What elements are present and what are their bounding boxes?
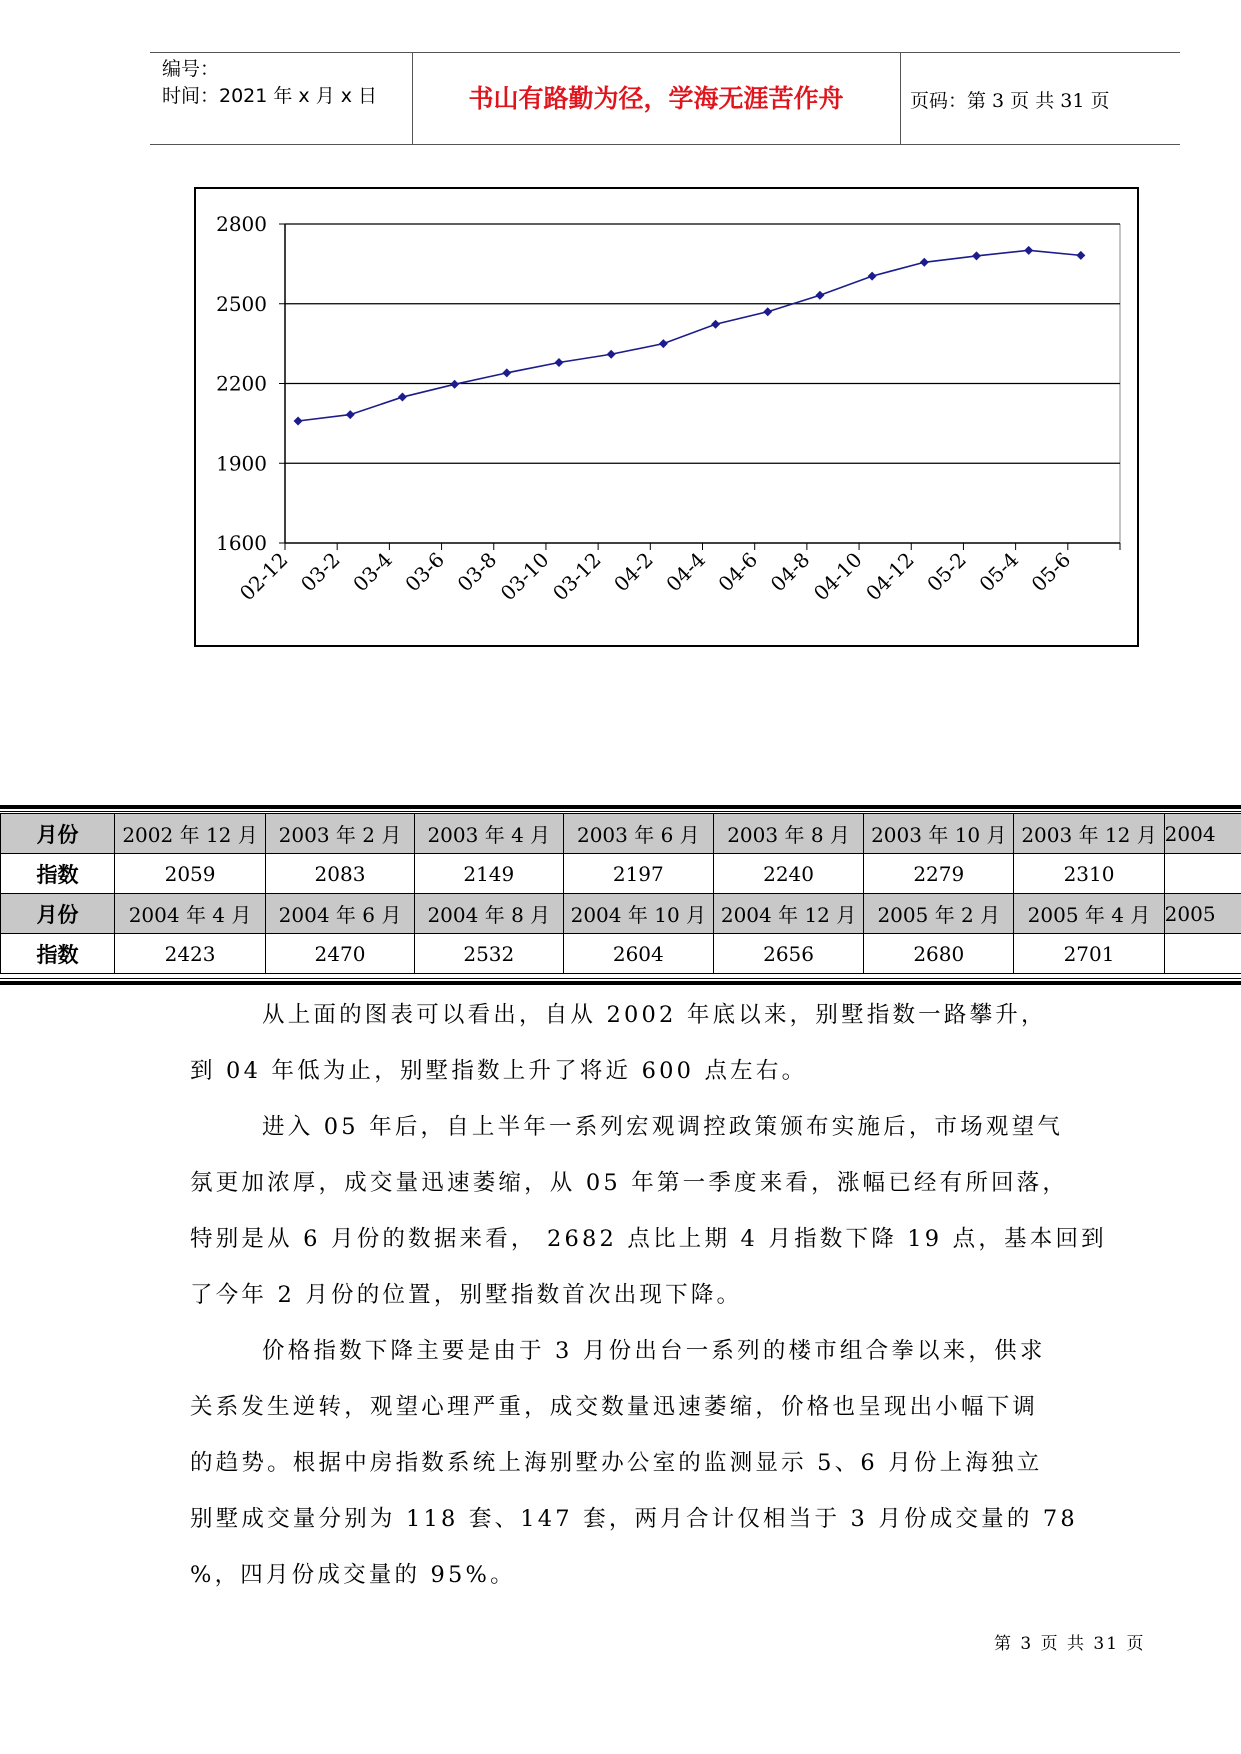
table-row-months <box>1 814 1241 854</box>
table-bottom-rule <box>0 981 1241 985</box>
index-cell: 2604 <box>563 934 713 974</box>
table-bottom-rule-thin <box>0 978 1241 979</box>
month-cell: 2004 年 8 月 <box>414 894 563 934</box>
index-table <box>0 813 1241 974</box>
index-cell: 2680 <box>864 934 1014 974</box>
row-header: 指数 <box>1 854 115 894</box>
paragraph-3 <box>190 1323 1170 1603</box>
row-header: 月份 <box>1 894 115 934</box>
x-tick-label: 05-6 <box>1026 547 1076 597</box>
document-number-label: 编号： <box>162 58 220 80</box>
index-cell: 2279 <box>864 854 1014 894</box>
data-point <box>398 393 407 402</box>
paragraph-line: 关系发生逆转，观望心理严重，成交数量迅速萎缩，价格也呈现出小幅下调 <box>190 1394 1039 1420</box>
index-cell: 2532 <box>414 934 563 974</box>
month-cell: 2005 <box>1164 894 1241 934</box>
x-tick-label: 04-10 <box>808 547 867 606</box>
data-point <box>659 339 668 348</box>
x-tick-label: 04-2 <box>609 547 658 597</box>
chart-y-axis <box>216 212 285 555</box>
index-cell: 2059 <box>114 854 265 894</box>
month-cell: 2004 年 4 月 <box>114 894 265 934</box>
y-tick-label: 2200 <box>216 371 267 396</box>
month-cell: 2003 年 4 月 <box>414 814 563 854</box>
paragraph-line: 氛更加浓厚，成交量迅速萎缩，从 05 年第一季度来看，涨幅已经有所回落， <box>190 1170 1069 1196</box>
table-row-months <box>1 894 1241 934</box>
table-row-index <box>1 854 1241 894</box>
index-cell: 2656 <box>713 934 863 974</box>
x-tick-label: 03-12 <box>547 547 606 606</box>
x-tick-label: 03-8 <box>452 547 502 597</box>
paragraph-line: 到 04 年低为止，别墅指数上升了将近 600 点左右。 <box>190 1058 808 1084</box>
data-point <box>607 350 616 359</box>
paragraph-line: 的趋势。根据中房指数系统上海别墅办公室的监测显示 5、6 月份上海独立 <box>190 1450 1043 1476</box>
x-tick-label: 04-6 <box>713 547 763 597</box>
data-point <box>554 358 563 367</box>
x-tick-label: 04-12 <box>861 547 919 606</box>
x-tick-label: 05-4 <box>974 547 1024 597</box>
index-cell: 2423 <box>114 934 265 974</box>
data-point <box>294 416 303 425</box>
series-line <box>298 250 1081 421</box>
month-cell: 2004 年 12 月 <box>713 894 863 934</box>
document-time-label: 时间：2021 年 x 月 x 日 <box>162 85 378 107</box>
data-point <box>763 307 772 316</box>
paragraph-line: %，四月份成交量的 95%。 <box>190 1562 516 1588</box>
y-tick-label: 1900 <box>216 451 267 476</box>
month-cell: 2003 年 12 月 <box>1014 814 1164 854</box>
x-tick-label: 03-10 <box>495 547 554 606</box>
month-cell: 2003 年 2 月 <box>266 814 415 854</box>
month-cell: 2004 <box>1164 814 1241 854</box>
data-point <box>502 368 511 377</box>
table-row-index <box>1 934 1241 974</box>
data-point <box>450 380 459 389</box>
month-cell: 2003 年 6 月 <box>563 814 713 854</box>
paragraph-line: 价格指数下降主要是由于 3 月份出台一系列的楼市组合拳以来，供求 <box>262 1338 1046 1364</box>
paragraph-line: 别墅成交量分别为 118 套、147 套，两月合计仅相当于 3 月份成交量的 78 <box>190 1506 1078 1532</box>
paragraph-line: 了今年 2 月份的位置，别墅指数首次出现下降。 <box>190 1282 743 1308</box>
paragraph-line: 从上面的图表可以看出，自从 2002 年底以来，别墅指数一路攀升， <box>262 1002 1047 1028</box>
series-points <box>294 246 1086 426</box>
header-motto: 书山有路勤为径，学海无涯苦作舟 <box>468 84 844 113</box>
header-page-info: 页码：第 3 页 共 31 页 <box>910 90 1110 112</box>
month-cell: 2005 年 2 月 <box>864 894 1014 934</box>
month-cell: 2003 年 8 月 <box>713 814 863 854</box>
x-tick-label: 03-6 <box>400 547 450 597</box>
y-tick-label: 1600 <box>216 531 267 555</box>
x-tick-label: 05-2 <box>922 547 971 597</box>
data-point <box>346 410 355 419</box>
table-top-rule <box>0 805 1241 809</box>
x-tick-label: 03-4 <box>348 547 397 597</box>
row-header: 月份 <box>1 814 115 854</box>
paragraph-line: 特别是从 6 月份的数据来看， 2682 点比上期 4 月指数下降 19 点，基本回到 <box>190 1226 1107 1252</box>
chart-gridlines <box>285 224 1120 543</box>
data-point <box>1076 251 1085 260</box>
data-point <box>815 291 824 300</box>
paragraph-2 <box>190 1099 1170 1323</box>
month-cell: 2004 年 6 月 <box>266 894 415 934</box>
table-top-rule-thin <box>0 811 1241 812</box>
villa-index-line-chart <box>0 0 1241 700</box>
month-cell: 2004 年 10 月 <box>563 894 713 934</box>
x-tick-label: 04-8 <box>765 547 815 597</box>
index-cell: 2310 <box>1014 854 1164 894</box>
data-point <box>1024 246 1033 255</box>
y-tick-label: 2800 <box>216 212 267 236</box>
month-cell: 2005 年 4 月 <box>1014 894 1164 934</box>
index-cell: 2197 <box>563 854 713 894</box>
chart-x-axis <box>235 543 1120 605</box>
data-point <box>920 258 929 267</box>
x-tick-label: 04-4 <box>661 547 711 597</box>
paragraph-1 <box>190 987 1170 1099</box>
index-cell: 2240 <box>713 854 863 894</box>
index-cell: 2701 <box>1014 934 1164 974</box>
footer-page-number: 第 3 页 共 31 页 <box>994 1634 1146 1654</box>
index-cell <box>1164 934 1241 974</box>
index-cell: 2083 <box>266 854 415 894</box>
data-point <box>711 320 720 329</box>
index-cell: 2470 <box>266 934 415 974</box>
month-cell: 2003 年 10 月 <box>864 814 1014 854</box>
y-tick-label: 2500 <box>216 291 267 316</box>
index-cell: 2149 <box>414 854 563 894</box>
paragraph-line: 进入 05 年后，自上半年一系列宏观调控政策颁布实施后，市场观望气 <box>262 1114 1064 1140</box>
x-tick-label: 02-12 <box>234 547 293 606</box>
month-cell: 2002 年 12 月 <box>114 814 265 854</box>
index-cell <box>1164 854 1241 894</box>
x-tick-label: 03-2 <box>295 547 345 597</box>
row-header: 指数 <box>1 934 115 974</box>
data-point <box>972 251 981 260</box>
data-point <box>868 272 877 281</box>
